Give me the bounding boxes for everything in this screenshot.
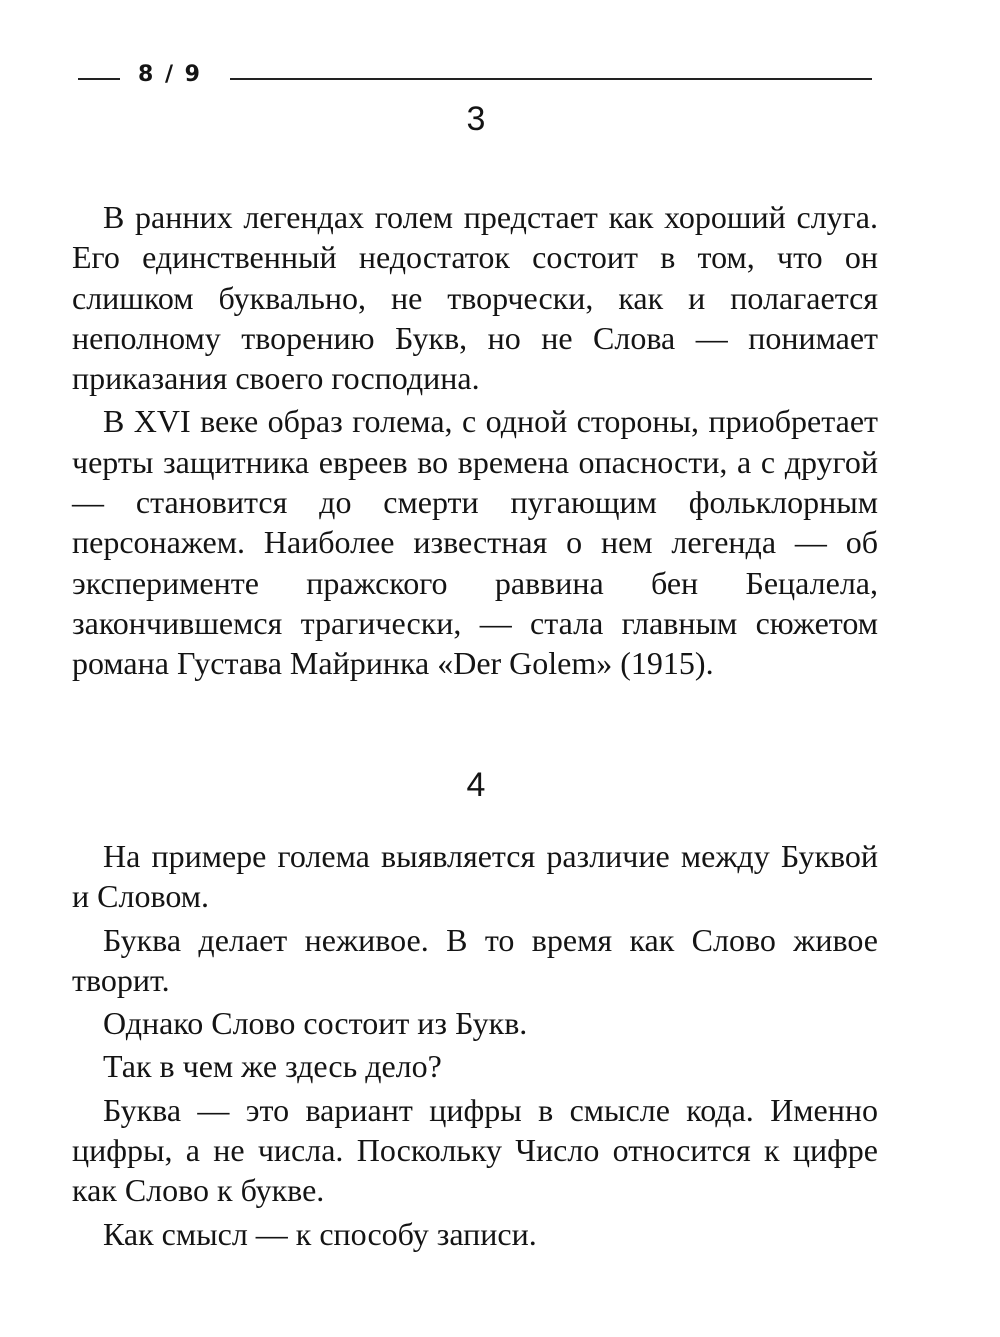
- section-4-body: [72, 836, 878, 1257]
- page-number: 8 / 9: [138, 62, 202, 87]
- running-header: [78, 58, 874, 98]
- section-3-body: [72, 197, 878, 687]
- section-heading-3: 3: [466, 100, 486, 138]
- paragraph: Так в чем же здесь дело?: [103, 1048, 442, 1085]
- section-heading-4: 4: [466, 766, 486, 804]
- paragraph: Буква — это вариант цифры в смысле кода. Именно цифры, а не числа. Поскольку Число относится к цифре как Слово к букве.: [72, 1091, 878, 1209]
- header-rule-left: [78, 78, 120, 80]
- paragraph: Как смысл — к способу записи.: [103, 1215, 537, 1252]
- paragraph: Буква делает неживое. В то время как Слово живое творит.: [72, 921, 878, 998]
- paragraph: В ранних легендах голем предстает как хороший слуга. Его единственный недостаток состоит в том, что он слишком буквально, не творчески, как и полагается неполному творению Букв, но не Слова — понимает приказания своего господина.: [72, 199, 878, 397]
- paragraph: Однако Слово состоит из Букв.: [103, 1005, 528, 1042]
- paragraph: В XVI веке образ голема, с одной стороны, приобретает черты защитника евреев во времена опасности, а с другой — становится до смерти пугающим фольклорным персонажем. Наиболее известная о нем легенда — об эксперименте пражского раввина бен Бецалела, закончившемся трагически, — стала главным сюжетом романа Густава Майринка «Der Golem» (1915).: [72, 403, 878, 682]
- header-rule-right: [230, 78, 872, 80]
- paragraph: На примере голема выявляется различие между Буквой и Словом.: [72, 838, 878, 915]
